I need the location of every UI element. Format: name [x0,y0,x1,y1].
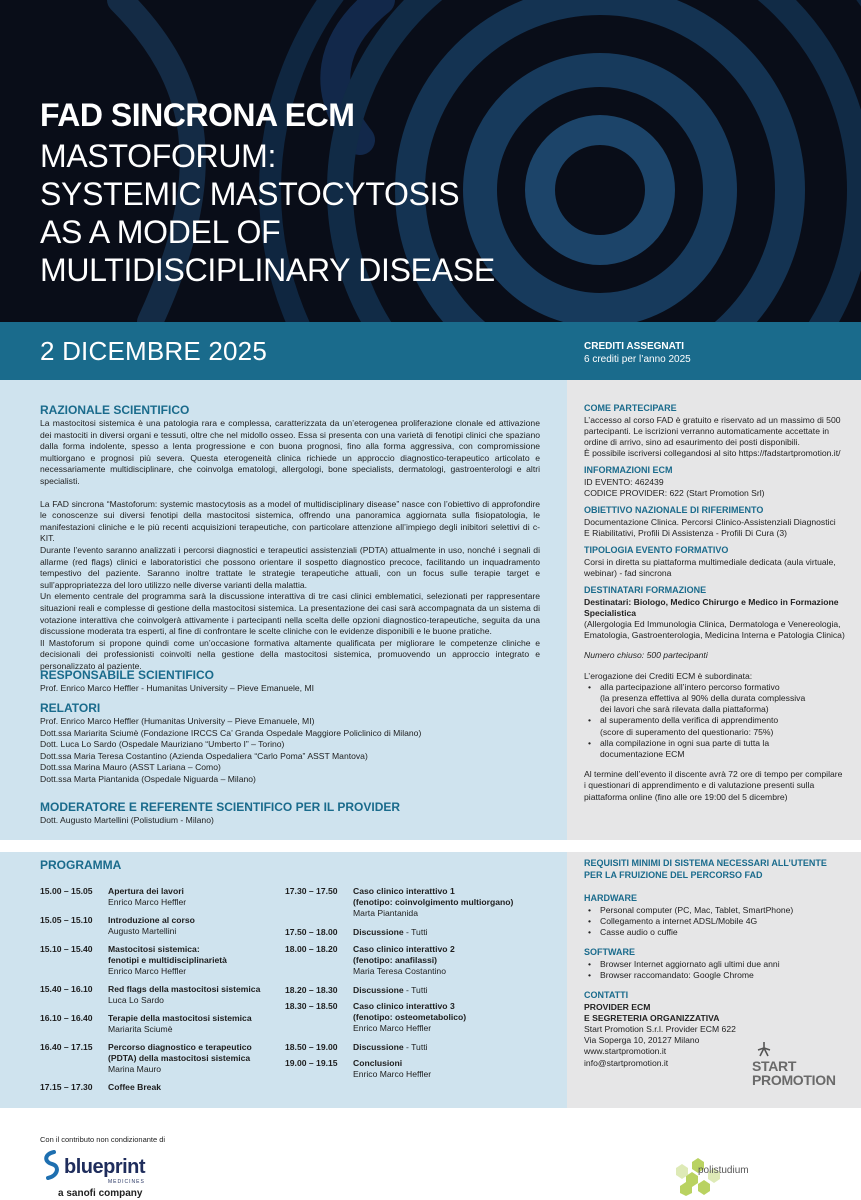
logo-text: START [752,1058,797,1074]
hero-title [40,96,495,289]
requisiti-title: PER LA FRUIZIONE DEL PERCORSO FAD [584,869,763,880]
contatti-line: Via Soperga 10, 20127 Milano [584,1035,700,1046]
hero-title-line: AS A MODEL OF [40,214,281,250]
obiettivo-line: E Riabilitativi, Profili Di Assistenza - Profili Di Cura (3) [584,527,787,538]
right-column [584,403,854,803]
program-item: 17.30 – 17.50 Caso clinico interattivo 1 (fenotipo: coinvolgimento multiorgano) Marta Piantanida [285,886,514,918]
obiettivo-title: OBIETTIVO NAZIONALE DI RIFERIMENTO [584,505,764,516]
polistudium-logo [676,1150,776,1196]
relatori-title: RELATORI [40,701,101,715]
erogazione-item: • alla partecipazione all’intero percorso formativo (la presenza effettiva al 90% della durata complessiva dei lavori che sarà rilevata dalla piattaforma) [584,682,854,716]
destinatari-bold: Destinatari: Biologo, Medico Chirurgo e Medico in Formazione [584,596,839,607]
destinatari-line: Ematologia, Gastroenterologia, Medicina Interna e Patologia Clinica) [584,630,845,641]
relatore: Dott.ssa Maria Teresa Costantino (Azienda Ospedaliera “Carlo Poma” ASST Mantova) [40,750,368,761]
program-item: 15.05 – 15.10 Introduzione al corso Augusto Martellini [40,915,195,936]
razionale-paragraph: Il Mastoforum si propone quindi come un’occasione formativa altamente qualificata per migliorare le competenze cliniche e decisionali dei professionisti coinvolti nella gestione della mastocitosi sistemica, promuovendo un approccio integrato e personalizzato al paziente. [40,637,540,671]
program-item: 15.00 – 15.05 Apertura dei lavori Enrico Marco Heffler [40,886,187,907]
blueprint-medicines: MEDICINES [108,1179,145,1185]
erogazione-list [584,682,854,760]
come-line[interactable]: È possibile iscriversi collegandosi al sito https://fadstartpromotion.it/ [584,448,841,459]
numero-chiuso: Numero chiuso: 500 partecipanti [584,650,708,661]
start-promotion-logo [752,1040,842,1087]
hero-banner [0,0,861,322]
obiettivo-line: Documentazione Clinica. Percorsi Clinico-Assistenziali Diagnostici [584,516,836,527]
final-note: Al termine dell’evento il discente avrà 72 ore di tempo per compilare i questionari di apprendimento e di valutazione presenti sulla piattaforma online (fino alle ore 19:00 del 5 dicembre) [584,769,843,802]
moderatore-section [40,800,540,827]
polistudium-name: polistudium [698,1165,749,1176]
hero-title-line: SYSTEMIC MASTOCYTOSIS [40,176,460,212]
credits [584,341,691,366]
program-item: 18.20 – 18.30 Discussione - Tutti [285,985,428,995]
relatore: Dott. Luca Lo Sardo (Ospedale Mauriziano “Umberto I” – Torino) [40,739,285,750]
blueprint-mark-icon [40,1150,62,1180]
credits-text: 6 crediti per l’anno 2025 [584,353,691,365]
software-item: • Browser raccomandato: Google Chrome [584,970,854,981]
program-item: 16.40 – 17.15 Percorso diagnostico e terapeutico (PDTA) della mastocitosi sistemica Marina Mauro [40,1042,252,1074]
moderatore-title: MODERATORE E REFERENTE SCIENTIFICO PER IL PROVIDER [40,800,401,814]
blueprint-name: blueprint [64,1156,146,1178]
tipologia-line: Corsi in diretta su piattaforma multimediale dedicata (aula virtuale, [584,556,836,567]
contatti-line: Start Promotion S.r.l. Provider ECM 622 [584,1023,736,1034]
come-title: COME PARTECIPARE [584,403,677,413]
programma-title-wrap [40,858,121,873]
relatore: Dott.ssa Marina Mauro (ASST Lariana – Como) [40,762,221,773]
relatore: Dott.ssa Marta Piantanida (Ospedale Niguarda – Milano) [40,773,256,784]
program-item: 18.50 – 19.00 Discussione - Tutti [285,1042,428,1052]
tipologia-title: TIPOLOGIA EVENTO FORMATIVO [584,545,729,556]
program-item: 18.30 – 18.50 Caso clinico interattivo 3 (fenotipo: osteometabolico) Enrico Marco Heffler [285,1001,467,1033]
contatti-title: CONTATTI [584,990,629,1001]
requisiti-section [584,858,854,1069]
hardware-item: • Collegamento a internet ADSL/Mobile 4G [584,916,854,927]
section-divider [0,840,861,852]
sanofi-tagline: a sanofi company [58,1188,143,1199]
hardware-list [584,905,854,939]
program-item: 16.10 – 16.40 Terapie della mastocitosi sistemica Mariarita Sciumè [40,1013,252,1034]
program-item: 17.50 – 18.00 Discussione - Tutti [285,927,428,937]
contatti-email[interactable]: info@startpromotion.it [584,1057,669,1068]
software-item: • Browser Internet aggiornato agli ultimi due anni [584,959,854,970]
logo-text: PROMOTION [752,1072,836,1088]
razionale-paragraph: La mastocitosi sistemica è una patologia rara e complessa, caratterizzata da un’eterogenea proliferazione clonale ed attivazione dei mastociti in diversi organi e tessuti, oltre che nel midollo osseo. Essa si presenta con una varietà di fenotipi clinici che spaziano dalla forma indolente, spesso a lenta progressione e con buona prognosi, fino alla forma aggressiva, con compromissione multiorgano e prognosi più severa. Questa eterogeneità clinica richiede un approccio diagnostico-terapeutico articolato e necessariamente multidisciplinare, che coinvolga ematologi, allergologi, bone specialists, dermatologi, gastroenterologi e altri specialisti. [40,418,540,486]
hero-title-line1: FAD SINCRONA ECM [40,97,355,133]
hardware-item: • Personal computer (PC, Mac, Tablet, SmartPhone) [584,905,854,916]
info-line: CODICE PROVIDER: 622 (Start Promotion Srl) [584,488,765,499]
event-date: 2 DICEMBRE 2025 [40,336,267,366]
credits-title: CREDITI ASSEGNATI [584,341,685,352]
hero-title-line: MULTIDISCIPLINARY DISEASE [40,252,495,288]
relatori-section [40,701,540,786]
moderatore-text: Dott. Augusto Martellini (Polistudium - Milano) [40,815,214,825]
program-item: 15.10 – 15.40 Mastocitosi sistemica: fenotipi e multidisciplinarietà Enrico Marco Heffler [40,944,227,976]
info-line: ID EVENTO: 462439 [584,476,664,487]
contatti-website[interactable]: www.startpromotion.it [584,1046,667,1057]
destinatari-title: DESTINATARI FORMAZIONE [584,585,707,596]
hero-title-line: MASTOFORUM: [40,138,277,174]
razionale-section [40,403,540,672]
hardware-item: • Casse audio o cuffie [584,927,854,938]
contatti-bold: PROVIDER ECM [584,1001,651,1012]
requisiti-title: REQUISITI MINIMI DI SISTEMA NECESSARI ALL’UTENTE [584,858,827,868]
hardware-title: HARDWARE [584,893,637,903]
razionale-paragraph: La FAD sincrona “Mastoforum: systemic mastocytosis as a model of multidisciplinary disease” nasce con l’obiettivo di approfondire le conoscenze sui diversi fenotipi della mastocitosi sistemica, offrendo una panoramica aggiornata sulla fisiopatologia, le manifestazioni cliniche e le più recenti acquisizioni terapeutiche, con particolare attenzione all’impiego degli inibitori selettivi di c-KIT. [40,498,540,544]
software-title: SOFTWARE [584,947,635,958]
destinatari-bold: Specialistica [584,607,637,618]
tipologia-line: webinar) - fad sincrona [584,567,672,578]
erogazione-item: • al superamento della verifica di apprendimento (score di superamento del questionario: 75%) [584,715,854,737]
date-band [0,322,861,380]
erogazione-text: L’erogazione dei Crediti ECM è subordinata: [584,670,753,681]
come-line: partecipanti. Le iscrizioni verranno automaticamente accettate in [584,425,830,436]
sponsor-note: Con il contributo non condizionante di [40,1135,166,1144]
razionale-title: RAZIONALE SCIENTIFICO [40,403,190,417]
responsabile-section [40,668,540,695]
contatti-bold: E SEGRETERIA ORGANIZZATIVA [584,1012,720,1023]
program-item: 19.00 – 19.15 Conclusioni Enrico Marco Heffler [285,1058,432,1079]
start-promotion-mark-icon [754,1040,774,1060]
info-title: INFORMAZIONI ECM [584,465,673,476]
program-item: 15.40 – 16.10 Red flags della mastocitosi sistemica Luca Lo Sardo [40,984,261,1005]
come-line: L’accesso al corso FAD è gratuito e riservato ad un massimo di 500 [584,414,841,425]
relatore: Dott.ssa Mariarita Sciumè (Fondazione IRCCS Ca’ Granda Ospedale Maggiore Policlinico di Milano) [40,727,422,738]
responsabile-title: RESPONSABILE SCIENTIFICO [40,668,215,682]
razionale-paragraph: Un elemento centrale del programma sarà la discussione interattiva di tre casi clinici emblematici, selezionati per rappresentare situazioni reali e complesse di gestione della mastocitosi sistemica. La presentazione dei casi sarà accompagnata da un sistema di votazione interattiva che coinvolgerà attivamente i partecipanti nella scelta delle opzioni diagnostico-terapeutiche, seguita da una discussione moderata tra esperti, al fine di confrontare le scelte cliniche con le evidenze disponibili e le buone pratiche. [40,591,540,637]
razionale-paragraph: Durante l’evento saranno analizzati i percorsi diagnostici e terapeutici assistenziali (PDTA) attualmente in uso, nonché i segnali di allarme (red flags) clinici e laboratoristici che possono orientare il sospetto diagnostico precoce, facilitando un inquadramento tempestivo del paziente. Saranno inoltre trattate le strategie terapeutiche attuali, con un focus sulle terapie target e sull’appropriatezza del loro utilizzo nelle diverse varianti della malattia. [40,544,540,590]
blueprint-logo [40,1150,180,1200]
programma-title: PROGRAMMA [40,858,122,872]
responsabile-text: Prof. Enrico Marco Heffler - Humanitas University – Pieve Emanuele, MI [40,683,314,693]
program-item: 17.15 – 17.30 Coffee Break [40,1082,162,1092]
erogazione-item: • alla compilazione in ogni sua parte di tutta la documentazione ECM [584,738,854,760]
program-item: 18.00 – 18.20 Caso clinico interattivo 2 (fenotipo: anafilassi) Maria Teresa Costantino [285,944,455,976]
come-line: ordine di arrivo, sino ad esaurimento dei posti disponibili. [584,436,800,447]
software-list [584,959,854,981]
relatore: Prof. Enrico Marco Heffler (Humanitas University – Pieve Emanuele, MI) [40,716,315,726]
destinatari-line: (Allergologia Ed Immunologia Clinica, Dermatologa e Venereologia, [584,618,841,629]
